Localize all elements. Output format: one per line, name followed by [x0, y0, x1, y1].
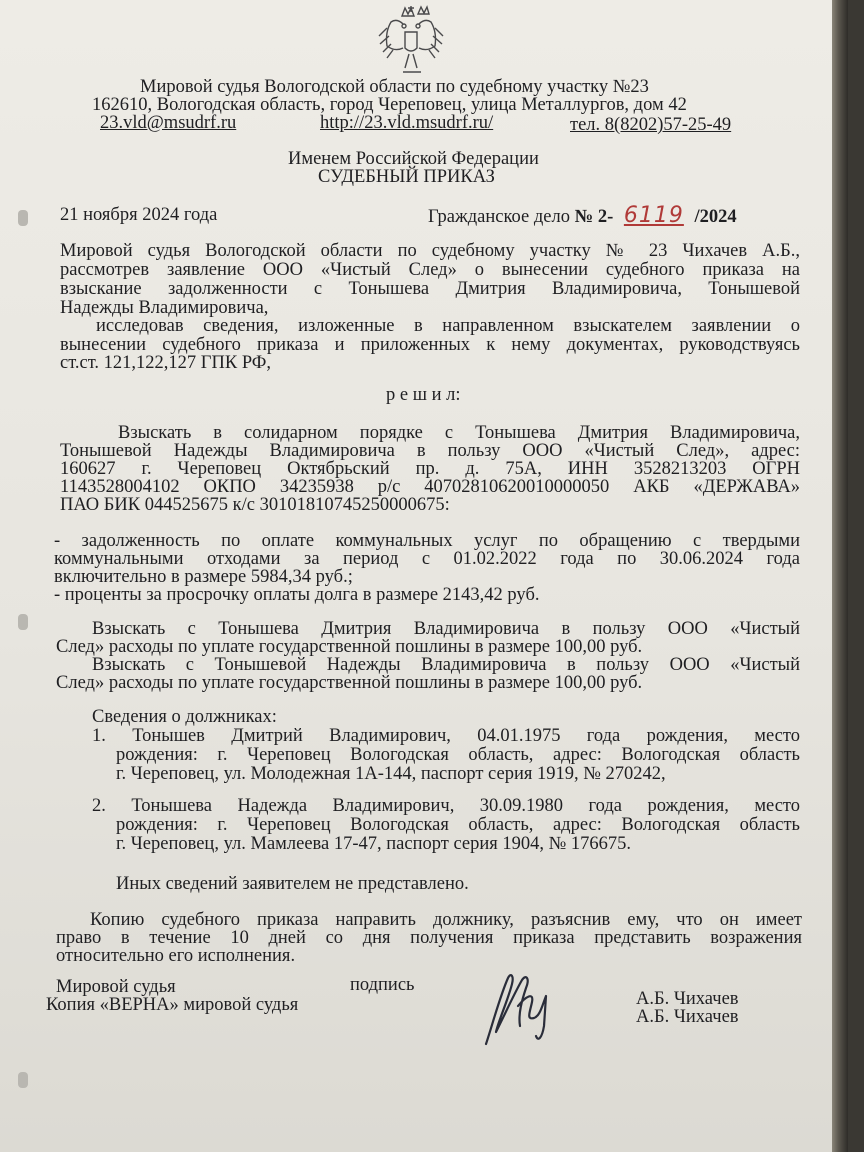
- intro-line: вынесении судебного приказа и приложенных к нему документах, руководствуясь: [60, 335, 800, 355]
- debt-line: коммунальными отходами за период с 01.02.2022 года по 30.06.2024 года: [54, 549, 800, 569]
- court-phone: тел. 8(8202)57-25-49: [570, 115, 732, 135]
- judge-name: А.Б. Чихачев: [636, 989, 739, 1009]
- case-no-label: № 2-: [574, 207, 614, 227]
- copy-true-label: Копия «ВЕРНА» мировой судья: [46, 995, 299, 1015]
- copy-line: право в течение 10 дней со дня получения приказа представить возражения: [56, 928, 802, 948]
- punch-hole: [18, 614, 28, 630]
- court-email-link[interactable]: 23.vld@msudrf.ru: [100, 113, 237, 133]
- case-prefix: Гражданское дело: [428, 207, 570, 227]
- case-year: /2024: [694, 207, 737, 227]
- copy-line: относительно его исполнения.: [56, 946, 296, 966]
- punch-hole: [18, 1072, 28, 1088]
- signature-label: подпись: [350, 975, 415, 995]
- debt-line: - проценты за просрочку оплаты долга в размере 2143,42 руб.: [54, 585, 540, 605]
- debtor-line: рождения: г. Череповец Вологодская область, адрес: Вологодская область: [116, 745, 800, 765]
- order-date: 21 ноября 2024 года: [60, 205, 218, 225]
- coat-of-arms-emblem: [372, 2, 450, 76]
- signature-role: Мировой судья: [56, 977, 176, 997]
- fee-line: След» расходы по уплате государственной пошлины в размере 100,00 руб.: [56, 637, 643, 657]
- debtor-line: 1. Тонышев Дмитрий Владимирович, 04.01.1975 года рождения, место: [92, 726, 800, 746]
- intro-line: ст.ст. 121,122,127 ГПК РФ,: [60, 353, 272, 373]
- photo-edge-shadow: [832, 0, 848, 1152]
- handwritten-signature: [478, 966, 598, 1050]
- fee-line: Взыскать с Тонышева Дмитрия Владимировича в пользу ООО «Чистый: [92, 619, 800, 639]
- judge-name-copy: А.Б. Чихачев: [636, 1007, 739, 1027]
- intro-line: исследовав сведения, изложенные в направленном взыскателем заявлении о: [96, 316, 800, 336]
- recover-line: Тонышевой Надежды Владимировича в пользу ООО «Чистый След», адрес:: [60, 441, 800, 461]
- title-line-1: Именем Российской Федерации: [288, 149, 539, 169]
- debtor-line: г. Череповец, ул. Молодежная 1А-144, паспорт серия 1919, № 270242,: [116, 764, 666, 784]
- recover-line: ПАО БИК 044525675 к/с 30101810745250000675:: [60, 495, 450, 515]
- intro-line: Мировой судья Вологодской области по судебному участку № 23 Чихачев А.Б.,: [60, 241, 800, 261]
- debtors-heading: Сведения о должниках:: [92, 707, 277, 727]
- resolved-heading: р е ш и л:: [386, 385, 461, 405]
- debtor-line: 2. Тонышева Надежда Владимирович, 30.09.1980 года рождения, место: [92, 796, 800, 816]
- intro-line: взыскание задолженности с Тонышева Дмитрия Владимировича, Тонышевой: [60, 279, 800, 299]
- case-number: [428, 203, 737, 228]
- no-other-info: Иных сведений заявителем не представлено.: [116, 874, 469, 894]
- intro-line: Надежды Владимировича,: [60, 298, 269, 318]
- court-name: Мировой судья Вологодской области по судебному участку №23: [140, 77, 649, 97]
- intro-line: рассмотрев заявление ООО «Чистый След» о вынесении судебного приказа на: [60, 260, 800, 280]
- fee-line: След» расходы по уплате государственной пошлины в размере 100,00 руб.: [56, 673, 643, 693]
- punch-hole: [18, 210, 28, 226]
- fee-line: Взыскать с Тонышевой Надежды Владимировича в пользу ООО «Чистый: [92, 655, 800, 675]
- debt-line: включительно в размере 5984,34 руб.;: [54, 567, 353, 587]
- case-handwritten-number: 6119: [623, 203, 684, 228]
- copy-line: Копию судебного приказа направить должнику, разъяснив ему, что он имеет: [90, 910, 802, 930]
- debt-line: - задолженность по оплате коммунальных услуг по обращению с твердыми: [54, 531, 800, 551]
- debtor-line: г. Череповец, ул. Мамлеева 17-47, паспорт серия 1904, № 176675.: [116, 834, 632, 854]
- recover-line: 1143528004102 ОКПО 34235938 р/с 40702810620010000050 АКБ «ДЕРЖАВА»: [60, 477, 800, 497]
- debtor-line: рождения: г. Череповец Вологодская область, адрес: Вологодская область: [116, 815, 800, 835]
- court-website-link[interactable]: http://23.vld.msudrf.ru/: [320, 113, 494, 133]
- recover-line: Взыскать в солидарном порядке с Тонышева Дмитрия Владимировича,: [118, 423, 800, 443]
- court-address: 162610, Вологодская область, город Череповец, улица Металлургов, дом 42: [92, 95, 687, 115]
- document-title: СУДЕБНЫЙ ПРИКАЗ: [318, 167, 495, 187]
- recover-line: 160627 г. Череповец Октябрьский пр. д. 75А, ИНН 3528213203 ОГРН: [60, 459, 800, 479]
